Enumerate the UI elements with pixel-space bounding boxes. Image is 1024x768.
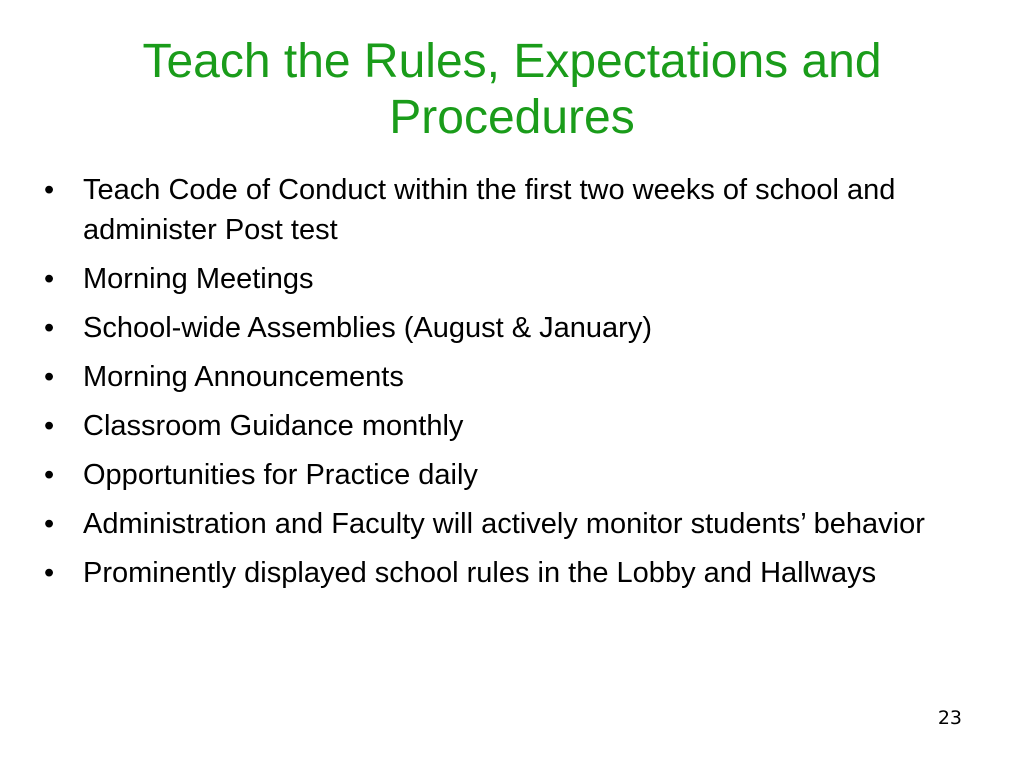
list-item <box>44 357 994 397</box>
slide-number: 23 <box>937 707 962 729</box>
list-item-text: Morning Announcements <box>83 361 404 393</box>
bullet-icon: • <box>44 410 55 442</box>
list-item-text: Classroom Guidance monthly <box>83 410 464 442</box>
list-item-text: Administration and Faculty will actively monitor students’ behavior <box>83 508 925 540</box>
list-item-text: Morning Meetings <box>83 263 314 295</box>
list-item <box>44 455 994 495</box>
bullet-icon: • <box>44 508 55 540</box>
bullet-list <box>44 170 994 602</box>
list-item <box>44 170 994 250</box>
list-item <box>44 504 994 544</box>
slide-title: Teach the Rules, Expectations and Procedures <box>142 35 882 144</box>
bullet-icon: • <box>44 312 55 344</box>
list-item-text: School-wide Assemblies (August & January) <box>83 312 652 344</box>
list-item-text: Opportunities for Practice daily <box>83 459 478 491</box>
bullet-icon: • <box>44 557 55 589</box>
list-item <box>44 259 994 299</box>
bullet-icon: • <box>44 361 55 393</box>
bullet-icon: • <box>44 459 55 491</box>
list-item <box>44 553 994 593</box>
list-item <box>44 308 994 348</box>
list-item-text: Prominently displayed school rules in the Lobby and Hallways <box>83 557 877 589</box>
list-item <box>44 406 994 446</box>
bullet-icon: • <box>44 174 55 206</box>
list-item-text: Teach Code of Conduct within the first two weeks of school and administer Post test <box>83 174 896 246</box>
bullet-icon: • <box>44 263 55 295</box>
